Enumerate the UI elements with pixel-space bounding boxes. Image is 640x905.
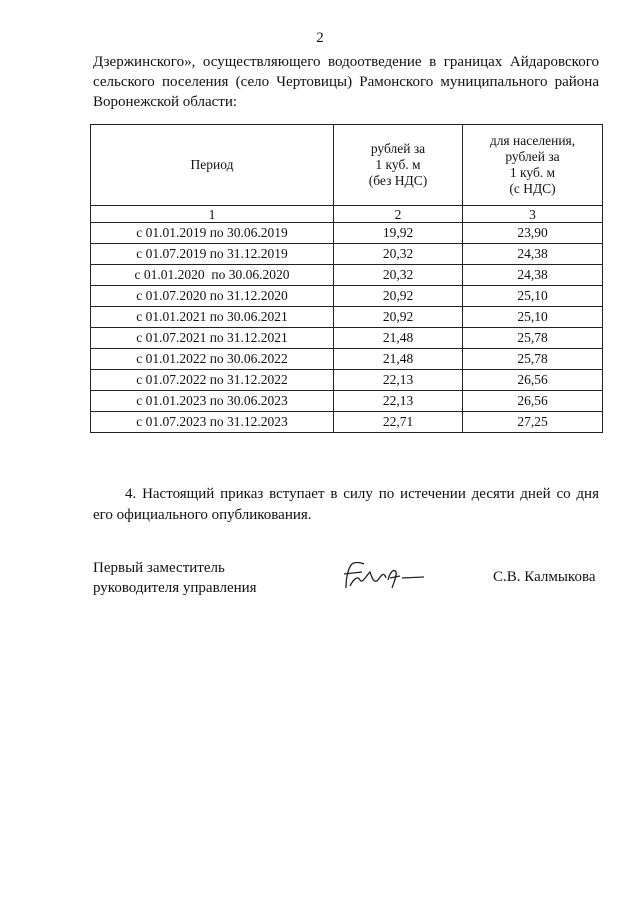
intro-paragraph: Дзержинского», осуществляющего водоотведение в границах Айдаровского сельского поселения (село Чертовицы) Рамонского муниципального района Воронежской области: (93, 54, 599, 110)
signatory-name: С.В. Калмыкова (493, 569, 596, 585)
table-row (91, 370, 603, 391)
price-vat-cell: 26,56 (463, 391, 603, 412)
price-no-vat-cell: 20,92 (334, 307, 463, 328)
table-row (91, 412, 603, 433)
period-cell: с 01.07.2021 по 31.12.2021 (91, 328, 334, 349)
period-cell: с 01.07.2022 по 31.12.2022 (91, 370, 334, 391)
signatory-position: Первый заместитель руководителя управления (93, 560, 257, 596)
price-no-vat-cell: 20,92 (334, 286, 463, 307)
period-cell: с 01.01.2021 по 30.06.2021 (91, 307, 334, 328)
tariff-table (90, 124, 603, 433)
column-number: 2 (334, 206, 463, 223)
period-cell: с 01.01.2020 по 30.06.2020 (91, 265, 334, 286)
price-no-vat-cell: 22,71 (334, 412, 463, 433)
header-price-vat: для населения, рублей за 1 куб. м (с НДС) (463, 125, 603, 206)
period-cell: с 01.01.2022 по 30.06.2022 (91, 349, 334, 370)
column-number: 3 (463, 206, 603, 223)
price-no-vat-cell: 22,13 (334, 391, 463, 412)
price-vat-cell: 26,56 (463, 370, 603, 391)
column-number-row (91, 206, 603, 223)
price-no-vat-cell: 20,32 (334, 265, 463, 286)
period-cell: с 01.07.2020 по 31.12.2020 (91, 286, 334, 307)
handwritten-signature (340, 558, 426, 594)
table-header-row (91, 125, 603, 206)
table-row (91, 307, 603, 328)
table-row (91, 349, 603, 370)
period-cell: с 01.07.2023 по 31.12.2023 (91, 412, 334, 433)
page-number: 2 (316, 30, 324, 46)
closing-clause: 4. Настоящий приказ вступает в силу по истечении десяти дней со дня его официального опубликования. (93, 486, 599, 523)
table-row (91, 265, 603, 286)
price-no-vat-cell: 20,32 (334, 244, 463, 265)
price-vat-cell: 27,25 (463, 412, 603, 433)
price-vat-cell: 24,38 (463, 244, 603, 265)
period-cell: с 01.01.2019 по 30.06.2019 (91, 223, 334, 244)
table-row (91, 286, 603, 307)
table-row (91, 328, 603, 349)
column-number: 1 (91, 206, 334, 223)
price-vat-cell: 25,78 (463, 349, 603, 370)
price-no-vat-cell: 21,48 (334, 349, 463, 370)
price-no-vat-cell: 19,92 (334, 223, 463, 244)
period-cell: с 01.07.2019 по 31.12.2019 (91, 244, 334, 265)
header-period: Период (91, 125, 334, 206)
price-no-vat-cell: 22,13 (334, 370, 463, 391)
period-cell: с 01.01.2023 по 30.06.2023 (91, 391, 334, 412)
price-vat-cell: 25,10 (463, 307, 603, 328)
price-vat-cell: 25,10 (463, 286, 603, 307)
table-row (91, 244, 603, 265)
price-vat-cell: 25,78 (463, 328, 603, 349)
header-price-no-vat: рублей за 1 куб. м (без НДС) (334, 125, 463, 206)
table-row (91, 391, 603, 412)
price-no-vat-cell: 21,48 (334, 328, 463, 349)
table-row (91, 223, 603, 244)
price-vat-cell: 23,90 (463, 223, 603, 244)
price-vat-cell: 24,38 (463, 265, 603, 286)
